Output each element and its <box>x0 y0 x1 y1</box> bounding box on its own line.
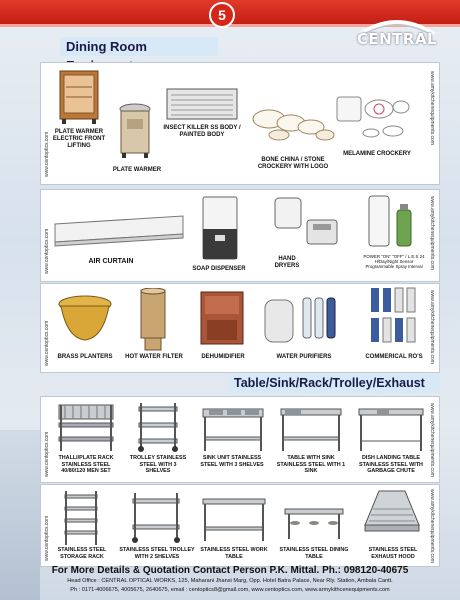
label-commercial-ro: COMMERICAL RO'S <box>365 354 423 360</box>
product-box-row2 <box>40 189 440 282</box>
dish-landing-table-icon <box>357 403 425 453</box>
side-url-left: www.centoptics.com <box>44 228 50 274</box>
label-trolley: TROLLEY STAINLESS STEEL WITH 3 SHELVES <box>129 455 187 474</box>
label-plate-warmer: PLATE WARMER <box>112 167 162 173</box>
side-url-right: www.amykitchenequipments.com <box>429 403 435 477</box>
product-box-row4 <box>40 396 440 483</box>
label-plate-warmer-electric: PLATE WARMER ELECTRIC FRONT LIFTING <box>52 129 106 149</box>
side-url-left: www.centoptics.com <box>44 515 50 561</box>
label-melamine: MELAMINE CROCKERY <box>343 151 411 157</box>
label-exhaust-hood: STAINLESS STEEL EXHAUST HOOD <box>368 547 418 560</box>
label-water-purifiers: WATER PURIFIERS <box>276 354 332 360</box>
side-url-right: www.amykitchenequipments.com <box>429 489 435 563</box>
label-thali-rack: THALLI/PLATE RACK STAINLESS STEEL 40/80/120 MEN SET <box>58 455 114 474</box>
footer-phones: Ph : 0171-4006675, 4005675, 2640675, email : centoptics8@gmail.com, www.centoptics.com, www.armykithcenequipments.com <box>70 587 390 593</box>
trolley-3-shelves-icon <box>135 401 181 453</box>
bone-china-crockery-icon <box>249 105 337 145</box>
side-url-left: www.centoptics.com <box>44 431 50 477</box>
water-purifier-icon <box>263 290 345 348</box>
plate-warmer-cabinet-icon <box>58 69 102 125</box>
page-number: 5 <box>209 2 235 28</box>
label-trolley-2: STAINLESS STEEL TROLLEY WITH 2 SHELVES <box>119 547 195 560</box>
label-storage-rack: STAINLESS STEEL STORAGE RACK <box>57 547 107 560</box>
label-hot-water-filter: HOT WATER FILTER <box>125 354 183 360</box>
storage-rack-icon <box>61 489 101 547</box>
dining-section-title: Dining Room <box>60 37 218 56</box>
brand-logo <box>356 16 438 50</box>
footer-contact: For More Details & Quotation Contact Person P.K. Mittal. Ph.: 098120-40675 <box>51 565 409 576</box>
label-sink-unit: SINK UNIT STAINLESS STEEL WITH 3 SHELVES <box>200 455 264 468</box>
plate-warmer-drum-icon <box>117 101 153 159</box>
label-work-table: STAINLESS STEEL WORK TABLE <box>200 547 268 560</box>
label-power-note: POWER "ON" "OFF" / L.E.S 24 H/Day/Night Sensor Programmable Spray Interval <box>363 254 425 269</box>
label-dish-landing: DISH LANDING TABLE STAINLESS STEEL WITH GARBAGE CHUTE <box>359 455 423 474</box>
footer-office: Head Office : CENTRAL OPTICAL WORKS, 125, Maharani Jhansi Marg, Opp. Hotel Batra Palace, Near Rly. Station, Ambala Cantt. <box>67 578 393 584</box>
label-air-curtain: AIR CURTAIN <box>88 258 134 265</box>
insect-killer-icon <box>165 87 239 121</box>
commercial-ro-icon <box>367 286 423 348</box>
side-url-left: www.centoptics.com <box>44 320 50 366</box>
side-url-right: www.amykitchenequipments.com <box>429 71 435 145</box>
dining-table-icon <box>279 495 349 543</box>
label-bone-china: BONE CHINA / STONE CROCKERY WITH LOGO <box>257 157 329 170</box>
product-box-row3 <box>40 283 440 373</box>
label-soap-dispenser: SOAP DISPENSER <box>192 266 246 272</box>
melamine-crockery-icon <box>333 93 413 143</box>
sink-unit-icon <box>201 405 265 453</box>
label-insect-killer: INSECT KILLER SS BODY / PAINTED BODY <box>163 125 241 138</box>
label-dehumidifier: DEHUMIDIFIER <box>201 354 245 360</box>
side-url-right: www.amykitchenequipments.com <box>429 196 435 270</box>
thali-rack-icon <box>55 401 117 453</box>
side-url-left: www.centoptics.com <box>44 131 50 177</box>
trolley-2-shelves-icon <box>129 491 183 545</box>
label-brass-planters: BRASS PLANTERS <box>57 354 113 360</box>
table-with-sink-icon <box>279 403 343 453</box>
product-box-row5 <box>40 484 440 567</box>
dehumidifier-icon <box>199 290 245 346</box>
work-table-icon <box>201 493 267 543</box>
label-table-sink: TABLE WITH SINK STAINLESS STEEL WITH 1 SINK <box>276 455 346 474</box>
product-box-row1 <box>40 62 440 185</box>
brand-name: CENTRAL <box>356 30 438 48</box>
side-url-right: www.amykitchenequipments.com <box>429 290 435 364</box>
label-dining-table: STAINLESS STEEL DINING TABLE <box>279 547 349 560</box>
hot-water-filter-icon <box>135 288 171 354</box>
air-curtain-icon <box>51 212 187 248</box>
brass-planter-icon <box>55 294 115 344</box>
table-section-title: Table/Sink/Rack/Trolley/Exhaust <box>228 374 440 393</box>
air-freshener-icon <box>367 194 417 252</box>
soap-dispenser-icon <box>199 195 241 263</box>
hand-dryer-icon <box>273 196 343 252</box>
label-hand-dryers: HAND DRYERS <box>274 256 300 269</box>
exhaust-hood-icon <box>363 489 421 545</box>
